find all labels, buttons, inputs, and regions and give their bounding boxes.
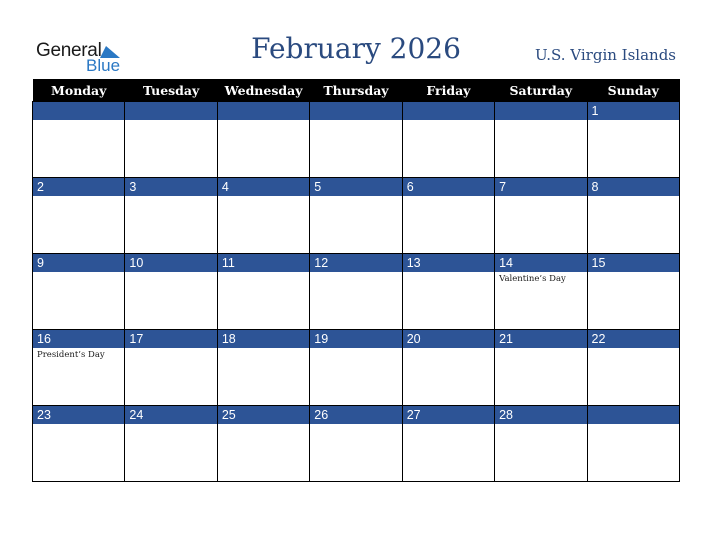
weekday-header: Tuesday [125, 79, 217, 102]
day-cell[interactable] [310, 178, 402, 254]
week-row [33, 406, 680, 482]
day-number: 12 [310, 254, 401, 272]
week-row [33, 330, 680, 406]
day-cell[interactable] [310, 102, 402, 178]
day-number: 1 [588, 102, 679, 120]
week-row [33, 102, 680, 178]
day-cell[interactable] [125, 178, 217, 254]
calendar-title: February 2026 [251, 32, 461, 65]
day-number: 23 [33, 406, 124, 424]
day-number: 26 [310, 406, 401, 424]
weekday-header: Friday [402, 79, 494, 102]
day-number: 20 [403, 330, 494, 348]
day-number [495, 102, 586, 120]
day-cell[interactable] [402, 330, 494, 406]
day-cell[interactable] [33, 102, 125, 178]
day-cell[interactable] [33, 178, 125, 254]
calendar-grid [32, 79, 680, 482]
day-cell[interactable] [217, 102, 309, 178]
day-number [218, 102, 309, 120]
day-number: 6 [403, 178, 494, 196]
day-number: 13 [403, 254, 494, 272]
day-cell[interactable] [33, 254, 125, 330]
weekday-header: Wednesday [217, 79, 309, 102]
day-number: 16 [33, 330, 124, 348]
day-number: 28 [495, 406, 586, 424]
day-number: 4 [218, 178, 309, 196]
day-cell[interactable] [33, 330, 125, 406]
day-number: 10 [125, 254, 216, 272]
day-cell[interactable] [125, 406, 217, 482]
day-number [310, 102, 401, 120]
day-cell[interactable] [495, 406, 587, 482]
weekday-header: Thursday [310, 79, 402, 102]
day-cell[interactable] [402, 178, 494, 254]
calendar-region: U.S. Virgin Islands [535, 46, 676, 64]
brand-logo-blue: Blue [86, 56, 121, 75]
holiday-label: President’s Day [37, 350, 105, 360]
day-number: 22 [588, 330, 679, 348]
day-number: 15 [588, 254, 679, 272]
day-cell[interactable] [217, 406, 309, 482]
day-cell[interactable] [217, 330, 309, 406]
day-cell[interactable] [310, 330, 402, 406]
day-number: 9 [33, 254, 124, 272]
day-number: 21 [495, 330, 586, 348]
day-number: 3 [125, 178, 216, 196]
weekday-header: Monday [33, 79, 125, 102]
day-number [125, 102, 216, 120]
day-number: 17 [125, 330, 216, 348]
day-cell[interactable] [217, 178, 309, 254]
week-row [33, 178, 680, 254]
weekday-header: Saturday [495, 79, 587, 102]
day-number: 19 [310, 330, 401, 348]
day-number [33, 102, 124, 120]
day-cell[interactable] [310, 254, 402, 330]
week-row [33, 254, 680, 330]
day-cell[interactable] [125, 102, 217, 178]
holiday-label: Valentine’s Day [499, 274, 566, 284]
day-cell[interactable] [587, 406, 679, 482]
day-cell[interactable] [402, 406, 494, 482]
day-cell[interactable] [402, 102, 494, 178]
day-cell[interactable] [495, 102, 587, 178]
day-number: 2 [33, 178, 124, 196]
day-cell[interactable] [33, 406, 125, 482]
day-cell[interactable] [587, 254, 679, 330]
day-cell[interactable] [587, 102, 679, 178]
day-number: 5 [310, 178, 401, 196]
day-number: 18 [218, 330, 309, 348]
day-cell[interactable] [495, 178, 587, 254]
day-number: 7 [495, 178, 586, 196]
day-cell[interactable] [587, 178, 679, 254]
day-cell[interactable] [587, 330, 679, 406]
day-number: 8 [588, 178, 679, 196]
day-number: 27 [403, 406, 494, 424]
day-cell[interactable] [495, 330, 587, 406]
day-cell[interactable] [125, 330, 217, 406]
day-cell[interactable] [402, 254, 494, 330]
day-cell[interactable] [125, 254, 217, 330]
day-cell[interactable] [310, 406, 402, 482]
day-number: 25 [218, 406, 309, 424]
day-cell[interactable] [217, 254, 309, 330]
weekday-header: Sunday [587, 79, 679, 102]
day-number [588, 406, 679, 424]
day-number: 14 [495, 254, 586, 272]
day-number [403, 102, 494, 120]
day-number: 11 [218, 254, 309, 272]
day-number: 24 [125, 406, 216, 424]
weekday-header-row [33, 79, 680, 102]
day-cell[interactable] [495, 254, 587, 330]
brand-logo-general: General [36, 40, 102, 61]
